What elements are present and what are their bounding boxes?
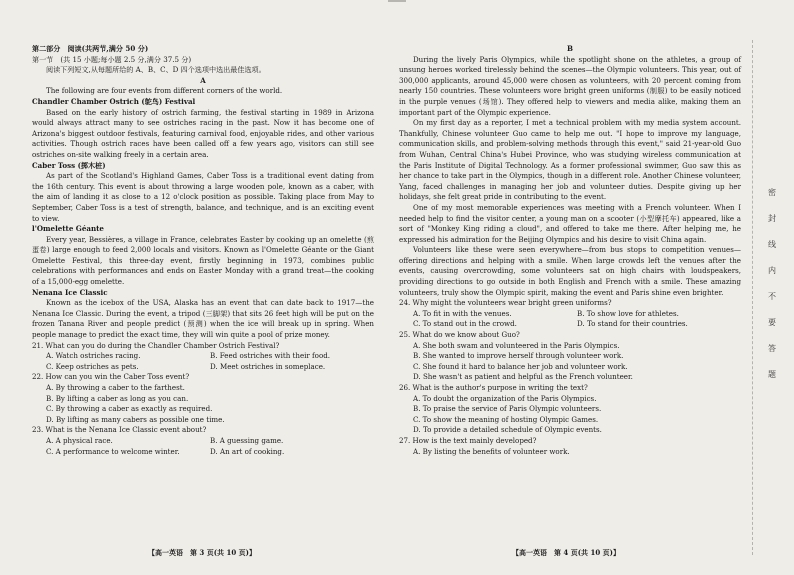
seal-notice <box>762 180 782 388</box>
question-21-option-c[interactable]: C. Keep ostriches as pets. <box>46 361 139 371</box>
passage-b-para-3: One of my most memorable experiences was meeting with a French volunteer. When I needed help to find the visitor center, a young man on a scooter (小型摩托车) appeared, like a sort of "Monkey King riding a cloud", and offered to take me there. After helping me, he expressed his admiration for the Beijing Olympics and his desire to visit China again. <box>399 202 741 244</box>
seal-char: 不 <box>768 292 776 301</box>
event-body-ostrich: Based on the early history of ostrich farming, the festival starting in 1989 in Arizona would always attract many to see ostriches racing in the past. Now it has become one of Arizona's biggest outdoor festivals, featuring carnival food, enjoyable rides, and other various activities. Though ostrich races have been called off a few years ago, visitors can still see ostriches on-site walking freely in a certain area. <box>32 107 374 159</box>
question-24-options-row2 <box>399 319 741 330</box>
question-21-option-a[interactable]: A. Watch ostriches racing. <box>46 351 141 361</box>
question-22-option-d[interactable]: D. By lifting as many cabers as possible one time. <box>46 414 225 424</box>
question-21-stem: 21. What can you do during the Chandler Chamber Ostrich Festival? <box>32 340 280 350</box>
seal-char: 封 <box>768 214 776 223</box>
question-24-options-row1 <box>399 309 741 320</box>
question-21-option-d[interactable]: D. Meet ostriches in someplace. <box>210 361 326 371</box>
question-22-option-c[interactable]: C. By throwing a caber as exactly as required. <box>46 404 213 414</box>
question-26-option-c[interactable]: C. To show the meaning of hosting Olympic Games. <box>413 414 599 424</box>
question-24-option-a[interactable]: A. To fit in with the venues. <box>413 308 512 318</box>
passage-a-heading: A <box>200 75 206 85</box>
event-title-nenana: Nenana Ice Classic <box>32 287 108 297</box>
seal-char: 答 <box>768 344 776 353</box>
event-title-ostrich: Chandler Chamber Ostrich (鸵鸟) Festival <box>32 96 196 106</box>
passage-b-para-4: Volunteers like these were seen everywhere—from bus stops to competition venues—offering directions and helping with a smile. When large crowds left the venues after the events, causing overcrowding, some volunteers sat on high chairs with loudspeakers, providing directions to go outside in both English and French with a smile. These amazing volunteers, truly show the Olympic spirit, making the event and Paris shine even brighter. <box>399 245 741 297</box>
event-body-nenana: Known as the icebox of the USA, Alaska has an event that can date back to 1917—the Nenana Ice Classic. During the event, a tripod (三脚架) that sits 26 feet high will be put on the frozen Tanana River and people predict (预测) when the ice will break up in spring. When people manage to predict the exact time, they will win quite a pool of prize money. <box>32 298 374 340</box>
question-23-option-c[interactable]: C. A performance to welcome winter. <box>46 446 180 456</box>
section-title: 第二部分 阅读(共两节,满分 50 分) <box>32 44 149 53</box>
left-column <box>32 44 374 457</box>
passage-b-para-2: On my first day as a reporter, I met a technical problem with my media system account. Thankfully, Chinese volunteer Guo came to help me out. "I hope to improve my language, communication skills, and problem-solving methods through this event," said 21-year-old Guo from Wuhan, Central China's Hubei Province, who was studying wireless communication at the Paris Institute of Digital Technology. As a former professional swimmer, Guo saw this as her chance to take part in the Olympics, though in a different role. Another Chinese volunteer, Yang, faced challenges in managing her job and volunteer duties. Despite giving up her holidays, she felt great pride in contributing to the event. <box>399 118 741 202</box>
seal-char: 内 <box>768 266 776 275</box>
event-body-caber: As part of the Scotland's Highland Games, Caber Toss is a traditional event dating from the 16th century. This event is about throwing a large wooden pole, known as a caber, with the aim of landing it as close to a 12 o'clock position as possible. Taking place from May to September, Caber Toss is a test of strength, balance, and technique, and is an exciting event to view. <box>32 171 374 223</box>
passage-a-intro: The following are four events from different corners of the world. <box>46 86 283 96</box>
seal-char: 要 <box>768 318 776 327</box>
question-26-option-b[interactable]: B. To praise the service of Paris Olympic volunteers. <box>413 404 602 414</box>
seal-line <box>752 40 753 555</box>
question-25-option-d[interactable]: D. She wasn't as patient and helpful as the French volunteer. <box>413 372 633 382</box>
question-21-options-row2 <box>32 362 374 373</box>
question-23-option-b[interactable]: B. A guessing game. <box>210 435 284 445</box>
question-26-option-a[interactable]: A. To doubt the organization of the Paris Olympics. <box>413 393 597 403</box>
question-25-option-c[interactable]: C. She found it hard to balance her job and volunteer work. <box>413 361 628 371</box>
event-title-omelette: l'Omelette Géante <box>32 224 104 234</box>
question-24-option-b[interactable]: B. To show love for athletes. <box>577 308 679 318</box>
question-27-stem: 27. How is the text mainly developed? <box>399 435 537 445</box>
question-26-stem: 26. What is the author's purpose in writing the text? <box>399 383 588 392</box>
question-23-option-a[interactable]: A. A physical race. <box>46 435 113 445</box>
question-22-stem: 22. How can you win the Caber Toss event? <box>32 372 190 382</box>
question-25-stem: 25. What do we know about Guo? <box>399 330 520 340</box>
question-24-stem: 24. Why might the volunteers wear bright green uniforms? <box>399 298 612 308</box>
question-26-option-d[interactable]: D. To provide a detailed schedule of Olympic events. <box>413 425 602 435</box>
question-25-option-a[interactable]: A. She both swam and volunteered in the Paris Olympics. <box>413 340 620 350</box>
question-23-stem: 23. What is the Nenana Ice Classic event about? <box>32 425 207 435</box>
reading-directions: 阅读下列短文,从每题所给的 A、B、C、D 四个选项中选出最佳选项。 <box>46 65 266 75</box>
event-body-omelette: Every year, Bessières, a village in France, celebrates Easter by cooking up an omelette (煎蛋卷) large enough to feed 2,000 locals and visitors. Known as l'Omelette Géante or the Giant Omelette Festival, this three-day event, firstly beginning in 1973, combines public celebrations with performances and ends on Easter Monday with a grand treat—the cooking of a 15,000-egg omelette. <box>32 234 374 287</box>
question-21-option-b[interactable]: B. Feed ostriches with their food. <box>210 351 331 361</box>
question-24-option-d[interactable]: D. To stand for their countries. <box>577 319 688 329</box>
seal-char: 题 <box>768 370 776 379</box>
question-24-option-c[interactable]: C. To stand out in the crowd. <box>413 319 517 329</box>
question-22-option-b[interactable]: B. By lifting a caber as long as you can. <box>46 393 189 403</box>
question-23-options-row1 <box>32 436 374 447</box>
passage-b-heading: B <box>567 44 573 53</box>
event-title-caber: Caber Toss (掷木桩) <box>32 160 106 170</box>
binding-mark <box>388 0 406 6</box>
seal-char: 线 <box>768 240 776 249</box>
question-23-options-row2 <box>32 447 374 458</box>
right-column <box>399 44 741 457</box>
section-instruction: 第一节 (共 15 小题;每小题 2.5 分,满分 37.5 分) <box>32 54 192 64</box>
page-footer-left: 【高一英语 第 3 页(共 10 页)】 <box>148 548 256 557</box>
page-footer-right: 【高一英语 第 4 页(共 10 页)】 <box>512 548 620 557</box>
question-22-option-a[interactable]: A. By throwing a caber to the farthest. <box>46 383 185 392</box>
question-25-option-b[interactable]: B. She wanted to improve herself through volunteer work. <box>413 351 624 361</box>
seal-char: 密 <box>768 188 776 197</box>
question-21-options-row1 <box>32 351 374 362</box>
question-23-option-d[interactable]: D. An art of cooking. <box>210 446 285 456</box>
passage-b-para-1: During the lively Paris Olympics, while the spotlight shone on the athletes, a group of unsung heroes worked tirelessly behind the scenes—the Olympic volunteers. This year, out of 300,000 applicants, around 45,000 were chosen as volunteers, with 20 percent coming from nearly 150 countries. These volunteers wore bright green uniforms (制服) to be easily noticed in the purple venues (场馆). They offered help to viewers and media alike, making them an important part of the Olympic experience. <box>399 54 741 117</box>
question-27-option-a[interactable]: A. By listing the benefits of volunteer work. <box>413 446 570 456</box>
